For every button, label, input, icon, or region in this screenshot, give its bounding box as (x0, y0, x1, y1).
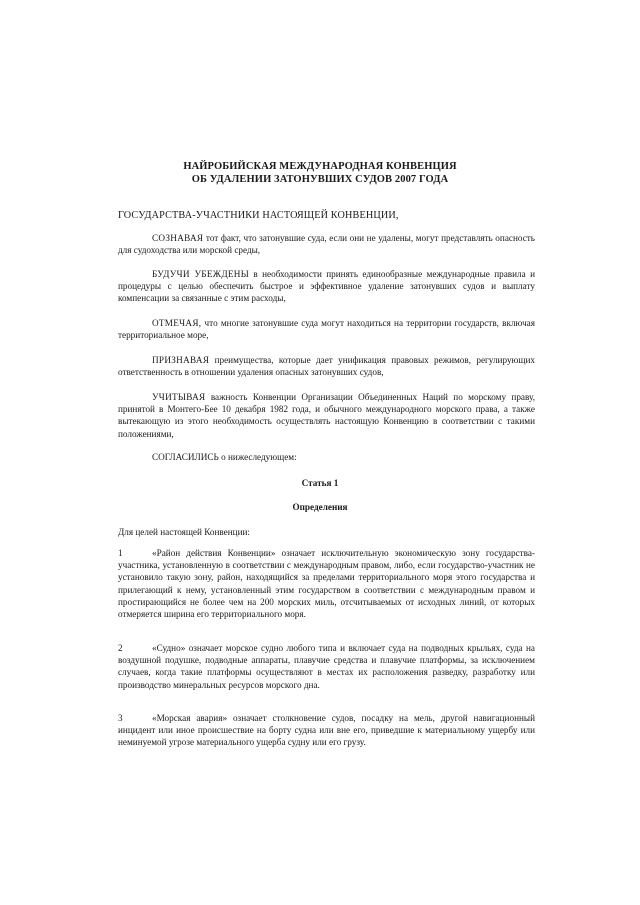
definition-number: 2 (118, 643, 123, 653)
recital-text: тот факт, что затонувшие суда, если они не удалены, могут представлять опасность для судоходства или морской среды, (118, 233, 535, 256)
article-label: Статья 1 (301, 478, 339, 488)
recital-5 (118, 391, 535, 440)
preamble-heading: ГОСУДАРСТВА-УЧАСТНИКИ НАСТОЯЩЕЙ КОНВЕНЦИИ, (118, 210, 399, 221)
definitions-intro: Для целей настоящей Конвенции: (118, 527, 250, 537)
recital-lead: УЧИТЫВАЯ (152, 392, 206, 402)
recital-4 (118, 354, 535, 378)
recital-lead: ОТМЕЧАЯ, (152, 318, 202, 328)
definition-number: 1 (118, 548, 123, 558)
definition-3 (118, 712, 535, 749)
article-title: Определения (292, 502, 348, 512)
recital-3 (118, 317, 535, 341)
recital-2 (118, 268, 535, 305)
definition-1 (118, 547, 535, 620)
recital-lead: ПРИЗНАВАЯ (152, 355, 210, 365)
recital-lead: СОЗНАВАЯ (152, 233, 204, 243)
recital-text: преимущества, которые дает унификация правовых режимов, регулирующих ответственность в отношении удаления опасных затонувших судов, (118, 355, 535, 378)
title-line-2: ОБ УДАЛЕНИИ ЗАТОНУВШИХ СУДОВ 2007 ГОДА (191, 174, 449, 185)
definition-text: «Судно» означает морское судно любого типа и включает суда на подводных крыльях, суда на воздушной подушке, подводные аппараты, плавучие средства и плавучие платформы, за исключением случаев, когда такие платформы осуществляют в местах их расположения разведку, разработку или производство минеральных ресурсов морского дна. (118, 643, 535, 690)
definition-text: «Район действия Конвенции» означает исключительную экономическую зону государства-участника, установленную в соответствии с международным правом, либо, если государство-участник не установило такую зону, район, находящийся за пределами территориального моря этого государства и прилегающий к нему, установленный этим государством в соответствии с международным правом и простирающийся не более чем на 200 морских миль, отсчитываемых от исходных линий, от которых отмеряется ширина его территориального моря. (118, 548, 535, 620)
recital-text: в необходимости принять единообразные международные правила и процедуры с целью обеспечить быстрое и эффективное удаление затонувших судов и выплату компенсации за связанные с этим расходы, (118, 269, 535, 304)
recital-text: важность Конвенции Организации Объединенных Наций по морскому праву, принятой в Монтего-Бее 10 декабря 1982 года, и обычного международного морского права, а также вытекающую из этого необходимость осуществлять настоящую Конвенцию в соответствии с такими положениями, (118, 392, 535, 439)
recital-lead: БУДУЧИ УБЕЖДЕНЫ (152, 269, 250, 279)
title-line-1: НАЙРОБИЙСКАЯ МЕЖДУНАРОДНАЯ КОНВЕНЦИЯ (183, 161, 457, 172)
definition-number: 3 (118, 713, 123, 723)
document-title (0, 160, 640, 186)
definition-text: «Морская авария» означает столкновение судов, посадку на мель, другой навигационный инцидент или иное происшествие на борту судна или вне его, приведшие к материальному ущербу или неминуемой угрозе материального ущерба судну или его грузу. (118, 713, 535, 748)
recital-1 (118, 232, 535, 256)
agreed-clause: СОГЛАСИЛИСЬ о нижеследующем: (152, 452, 297, 462)
definition-2 (118, 642, 535, 691)
recital-text: что многие затонувшие суда могут находиться на территории государств, включая территориальное море, (118, 318, 535, 341)
